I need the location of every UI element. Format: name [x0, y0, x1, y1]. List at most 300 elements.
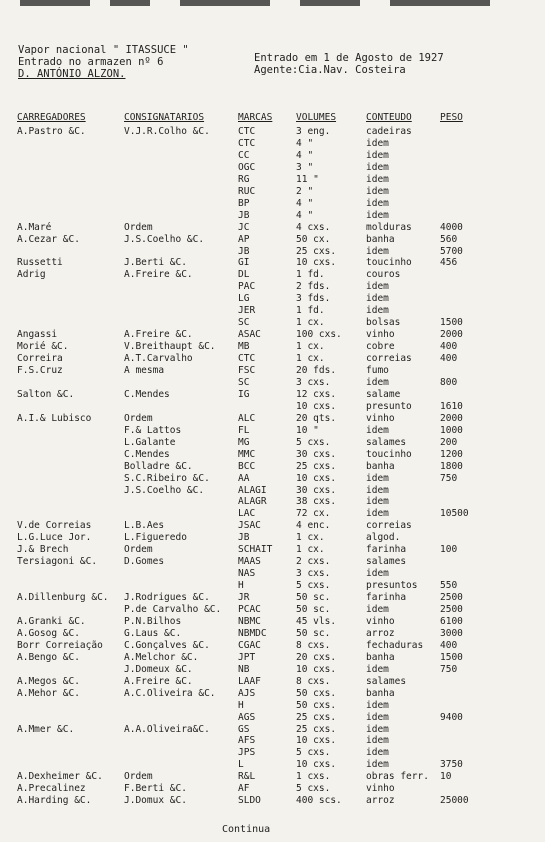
cell-content: correias: [366, 520, 412, 532]
cell-content: vinho: [366, 615, 395, 627]
scan-streak: [390, 0, 490, 6]
cell-mark: NBMC: [238, 615, 261, 627]
cell-weight: 1000: [440, 424, 463, 436]
cell-volume: 10 cxs.: [296, 735, 337, 747]
cell-shipper: A.Pastro &C.: [17, 126, 86, 137]
table-row: [0, 496, 545, 508]
cell-volume: 4 ": [296, 137, 314, 149]
cell-consignee: D.Gomes: [124, 556, 165, 568]
cell-content: obras ferr.: [366, 771, 429, 783]
cell-shipper: A.Megos &C.: [17, 675, 80, 687]
table-row: [0, 520, 545, 532]
table-row: [0, 461, 545, 473]
cell-mark: SLDO: [238, 795, 261, 807]
table-row: [0, 747, 545, 759]
cell-consignee: G.Laus &C.: [124, 627, 182, 639]
cell-consignee: A.Freire &C.: [124, 269, 193, 281]
cell-weight: 2000: [440, 412, 463, 424]
cell-mark: SC: [238, 317, 250, 329]
cell-volume: 1 cxs.: [296, 771, 331, 783]
cell-consignee: J.Berti &C.: [124, 257, 187, 269]
cell-shipper: A.Precalinez: [17, 783, 86, 795]
cell-shipper: F.S.Cruz: [17, 365, 63, 376]
cell-content: vinho: [366, 329, 395, 341]
cell-consignee: J.Domux &C.: [124, 795, 187, 807]
cell-weight: 750: [440, 472, 458, 484]
cell-mark: CTC: [238, 353, 256, 365]
cell-volume: 20 fds.: [296, 365, 337, 376]
col-head-weight: PESO: [440, 112, 463, 123]
cell-consignee: P.de Carvalho &C.: [124, 604, 222, 615]
cell-shipper: A.Bengo &C.: [17, 651, 80, 663]
cell-consignee: Ordem: [124, 771, 153, 783]
cell-shipper: A.Dillenburg &C.: [17, 592, 109, 604]
cell-content: idem: [366, 472, 389, 484]
cell-weight: 750: [440, 663, 458, 675]
cell-consignee: C.Gonçalves &C.: [124, 639, 210, 651]
cell-volume: 1 cx.: [296, 317, 325, 329]
cell-volume: 3 eng.: [296, 126, 331, 137]
cell-shipper: Tersiagoni &C.: [17, 556, 98, 568]
cell-content: algod.: [366, 532, 401, 544]
cell-mark: RUC: [238, 185, 256, 197]
cell-volume: 50 sc.: [296, 627, 331, 639]
table-row: [0, 544, 545, 556]
cell-weight: 1500: [440, 651, 463, 663]
cell-volume: 25 cxs.: [296, 723, 337, 735]
cell-volume: 8 cxs.: [296, 675, 331, 687]
cell-volume: 50 sc.: [296, 592, 331, 604]
cell-weight: 3000: [440, 627, 463, 639]
cell-volume: 30 cxs.: [296, 484, 337, 496]
cell-weight: 2000: [440, 329, 463, 341]
cell-content: vinho: [366, 412, 395, 424]
table-row: [0, 305, 545, 317]
cell-mark: CGAC: [238, 639, 261, 651]
table-row: [0, 353, 545, 365]
cell-content: idem: [366, 568, 389, 580]
cell-volume: 50 sc.: [296, 604, 331, 615]
cell-volume: 5 cxs.: [296, 436, 331, 448]
cell-consignee: A mesma: [124, 365, 165, 376]
cell-volume: 1 cx.: [296, 341, 325, 353]
cell-content: arroz: [366, 627, 395, 639]
table-row: [0, 795, 545, 807]
cell-consignee: J.S.Coelho &C.: [124, 233, 205, 245]
table-row: [0, 186, 545, 198]
cell-mark: NBMDC: [238, 627, 267, 639]
cell-mark: IG: [238, 388, 250, 400]
cell-mark: CTC: [238, 126, 256, 137]
cell-consignee: Ordem: [124, 412, 153, 424]
table-row: [0, 604, 545, 616]
cell-shipper: Salton &C.: [17, 388, 75, 400]
cell-weight: 560: [440, 233, 458, 245]
table-row: [0, 281, 545, 293]
warehouse-line: Entrado no armazen nº 6: [18, 56, 164, 68]
cell-mark: PCAC: [238, 604, 261, 615]
cell-volume: 10 cxs.: [296, 663, 337, 675]
cell-volume: 2 cxs.: [296, 556, 331, 568]
table-row: [0, 234, 545, 246]
scan-streak: [300, 0, 360, 6]
cell-volume: 11 ": [296, 173, 319, 185]
cell-weight: 6100: [440, 615, 463, 627]
cell-mark: AJS: [238, 687, 256, 699]
table-row: [0, 317, 545, 329]
cell-volume: 4 enc.: [296, 520, 331, 532]
cell-consignee: V.J.R.Colho &C.: [124, 126, 210, 137]
cell-mark: LAAF: [238, 675, 261, 687]
cell-mark: MB: [238, 341, 250, 353]
cell-mark: ALC: [238, 412, 256, 424]
table-row: [0, 401, 545, 413]
cell-mark: MAAS: [238, 556, 261, 568]
cell-content: idem: [366, 759, 389, 771]
cell-mark: AP: [238, 233, 250, 245]
cell-consignee: A.T.Carvalho: [124, 353, 193, 365]
cell-content: idem: [366, 663, 389, 675]
cell-content: arroz: [366, 795, 395, 807]
cell-content: idem: [366, 496, 389, 508]
table-row: [0, 640, 545, 652]
table-row: [0, 138, 545, 150]
cell-shipper: A.Mmer &C.: [17, 723, 75, 735]
cell-mark: GI: [238, 257, 250, 269]
table-row: [0, 246, 545, 258]
cell-consignee: S.C.Ribeiro &C.: [124, 472, 210, 484]
table-row: [0, 485, 545, 497]
table-row: [0, 712, 545, 724]
cell-content: idem: [366, 711, 389, 723]
header-left: [18, 44, 238, 80]
cell-weight: 10500: [440, 508, 469, 520]
cell-mark: GS: [238, 723, 250, 735]
cell-consignee: Bolladre &C.: [124, 460, 193, 472]
table-row: [0, 198, 545, 210]
cell-content: idem: [366, 376, 389, 388]
cell-content: fumo: [366, 365, 389, 376]
cell-consignee: P.N.Bilhos: [124, 615, 182, 627]
cell-volume: 3 cxs.: [296, 568, 331, 580]
cell-mark: RG: [238, 173, 250, 185]
table-row: [0, 664, 545, 676]
cell-weight: 1200: [440, 448, 463, 460]
cell-content: salames: [366, 675, 407, 687]
cell-shipper: Morié &C.: [17, 341, 69, 353]
cell-content: presunto: [366, 400, 412, 412]
cell-volume: 10 cxs.: [296, 257, 337, 269]
cell-shipper: J.& Brech: [17, 544, 69, 556]
cell-weight: 10: [440, 771, 452, 783]
cell-content: idem: [366, 484, 389, 496]
cell-volume: 1 fd.: [296, 305, 325, 317]
cell-weight: 2500: [440, 604, 463, 615]
ship-line: Vapor nacional " ITASSUCE ": [18, 44, 189, 56]
cell-content: cobre: [366, 341, 395, 353]
cell-volume: 4 ": [296, 209, 314, 221]
cell-mark: R&L: [238, 771, 256, 783]
cell-mark: JPS: [238, 747, 256, 759]
cell-weight: 1800: [440, 460, 463, 472]
cell-mark: SC: [238, 376, 250, 388]
cell-volume: 100 cxs.: [296, 329, 342, 341]
cell-volume: 4 ": [296, 149, 314, 161]
cell-volume: 12 cxs.: [296, 388, 337, 400]
table-row: [0, 174, 545, 186]
cell-content: salame: [366, 388, 401, 400]
cell-mark: H: [238, 580, 244, 592]
cell-volume: 400 scs.: [296, 795, 342, 807]
cell-mark: DL: [238, 269, 250, 281]
cell-weight: 100: [440, 544, 458, 556]
table-row: [0, 652, 545, 664]
cell-content: idem: [366, 293, 389, 305]
table-row: [0, 508, 545, 520]
cell-mark: ASAC: [238, 329, 261, 341]
cell-shipper: A.Harding &C.: [17, 795, 92, 807]
cell-consignee: Ordem: [124, 221, 153, 233]
table-row: [0, 759, 545, 771]
cell-weight: 400: [440, 639, 458, 651]
cell-mark: CC: [238, 149, 250, 161]
scan-streak: [110, 0, 150, 6]
table-row: [0, 556, 545, 568]
cell-volume: 38 cxs.: [296, 496, 337, 508]
col-head-marks: MARCAS: [238, 112, 273, 123]
cell-weight: 800: [440, 376, 458, 388]
captain-line: D. ANTÓNIO ALZON.: [18, 68, 126, 80]
cell-mark: JB: [238, 245, 250, 257]
cell-mark: SCHAIT: [238, 544, 273, 556]
cell-mark: LAC: [238, 508, 256, 520]
cell-volume: 20 cxs.: [296, 651, 337, 663]
table-row: [0, 210, 545, 222]
cell-volume: 8 cxs.: [296, 639, 331, 651]
cell-volume: 72 cx.: [296, 508, 331, 520]
cell-mark: L: [238, 759, 244, 771]
cell-weight: 400: [440, 341, 458, 353]
cell-volume: 3 fds.: [296, 293, 331, 305]
cell-mark: H: [238, 699, 244, 711]
col-head-consignees: CONSIGNATARIOS: [124, 112, 205, 123]
cell-mark: BCC: [238, 460, 256, 472]
cell-content: banha: [366, 460, 395, 472]
cell-mark: AFS: [238, 735, 256, 747]
cell-weight: 4000: [440, 221, 463, 233]
cell-shipper: A.I.& Lubisco: [17, 412, 92, 424]
cell-content: idem: [366, 508, 389, 520]
cell-shipper: L.G.Luce Jor.: [17, 532, 92, 544]
cell-weight: 456: [440, 257, 458, 269]
cell-mark: JC: [238, 221, 250, 233]
cell-weight: 200: [440, 436, 458, 448]
cell-consignee: J.S.Coelho &C.: [124, 484, 205, 496]
cell-content: presuntos: [366, 580, 418, 592]
cell-content: bolsas: [366, 317, 401, 329]
cell-mark: JR: [238, 592, 250, 604]
col-head-shippers: CARREGADORES: [17, 112, 86, 123]
cell-consignee: A.Melchor &C.: [124, 651, 199, 663]
cell-content: idem: [366, 735, 389, 747]
cell-volume: 5 cxs.: [296, 580, 331, 592]
cell-volume: 4 cxs.: [296, 221, 331, 233]
cell-consignee: L.Figueredo: [124, 532, 187, 544]
cell-volume: 10 cxs.: [296, 400, 337, 412]
cell-consignee: F.& Lattos: [124, 424, 182, 436]
cell-mark: ALAGI: [238, 484, 267, 496]
cell-weight: 1610: [440, 400, 463, 412]
cell-content: fechaduras: [366, 639, 424, 651]
cell-content: idem: [366, 245, 389, 257]
table-row: [0, 532, 545, 544]
cell-volume: 5 cxs.: [296, 747, 331, 759]
cell-mark: LG: [238, 293, 250, 305]
table-row: [0, 329, 545, 341]
cell-volume: 10 cxs.: [296, 759, 337, 771]
cell-content: idem: [366, 281, 389, 293]
cell-volume: 1 fd.: [296, 269, 325, 281]
cell-consignee: A.Freire &C.: [124, 329, 193, 341]
cell-content: salames: [366, 556, 407, 568]
cell-content: idem: [366, 604, 389, 615]
cell-content: farinha: [366, 544, 407, 556]
table-row: [0, 365, 545, 377]
cell-shipper: A.Maré: [17, 221, 52, 233]
cell-volume: 3 cxs.: [296, 376, 331, 388]
cell-mark: AA: [238, 472, 250, 484]
continua-footer: Continua: [222, 824, 271, 835]
cell-mark: JB: [238, 532, 250, 544]
table-row: [0, 150, 545, 162]
cell-volume: 1 cx.: [296, 353, 325, 365]
cell-content: idem: [366, 747, 389, 759]
cell-mark: JB: [238, 209, 250, 221]
col-head-contents: CONTEUDO: [366, 112, 412, 123]
cell-content: farinha: [366, 592, 407, 604]
scan-streak: [180, 0, 270, 6]
cell-weight: 2500: [440, 592, 463, 604]
table-row: [0, 724, 545, 736]
table-row: [0, 377, 545, 389]
cell-weight: 9400: [440, 711, 463, 723]
cell-content: salames: [366, 436, 407, 448]
cell-content: idem: [366, 197, 389, 209]
cell-content: idem: [366, 305, 389, 317]
cell-volume: 50 cxs.: [296, 687, 337, 699]
cell-consignee: V.Breithaupt &C.: [124, 341, 216, 353]
cell-content: banha: [366, 233, 395, 245]
header-right: [254, 52, 444, 76]
cell-volume: 10 cxs.: [296, 472, 337, 484]
cell-mark: JSAC: [238, 520, 261, 532]
cell-consignee: J.Rodrigues &C.: [124, 592, 210, 604]
agent-line: Agente:Cia.Nav. Costeira: [254, 64, 406, 76]
cell-shipper: Angassi: [17, 329, 58, 341]
cell-volume: 4 ": [296, 197, 314, 209]
cell-consignee: L.B.Aes: [124, 520, 165, 532]
cell-weight: 5700: [440, 245, 463, 257]
cell-shipper: V.de Correias: [17, 520, 92, 532]
cell-consignee: C.Mendes: [124, 388, 170, 400]
scan-streak: [20, 0, 90, 6]
cell-volume: 1 cx.: [296, 544, 325, 556]
cell-content: vinho: [366, 783, 395, 795]
cell-mark: NAS: [238, 568, 256, 580]
table-row: [0, 592, 545, 604]
cell-volume: 10 ": [296, 424, 319, 436]
cell-volume: 25 cxs.: [296, 711, 337, 723]
cell-volume: 2 ": [296, 185, 314, 197]
cell-shipper: A.Gosog &C.: [17, 627, 80, 639]
cell-shipper: Borr Correiação: [17, 639, 103, 651]
table-row: [0, 580, 545, 592]
cell-volume: 3 ": [296, 161, 314, 173]
cell-content: banha: [366, 687, 395, 699]
table-row: [0, 449, 545, 461]
cell-weight: 25000: [440, 795, 469, 807]
table-row: [0, 425, 545, 437]
cell-mark: BP: [238, 197, 250, 209]
cell-content: toucinho: [366, 257, 412, 269]
cell-content: idem: [366, 161, 389, 173]
table-row: [0, 783, 545, 795]
cell-content: molduras: [366, 221, 412, 233]
cell-weight: 550: [440, 580, 458, 592]
cell-consignee: A.Freire &C.: [124, 675, 193, 687]
cell-shipper: A.Granki &C.: [17, 615, 86, 627]
cell-weight: 3750: [440, 759, 463, 771]
cell-consignee: Ordem: [124, 544, 153, 556]
cell-consignee: A.A.Oliveira&C.: [124, 723, 210, 735]
cell-content: idem: [366, 699, 389, 711]
cell-mark: CTC: [238, 137, 256, 149]
cell-weight: 1500: [440, 317, 463, 329]
cell-consignee: F.Berti &C.: [124, 783, 187, 795]
cell-shipper: A.Dexheimer &C.: [17, 771, 103, 783]
cell-mark: AF: [238, 783, 250, 795]
cell-volume: 20 qts.: [296, 412, 337, 424]
cell-volume: 5 cxs.: [296, 783, 331, 795]
cell-volume: 50 cx.: [296, 233, 331, 245]
cell-shipper: Correira: [17, 353, 63, 365]
cell-volume: 30 cxs.: [296, 448, 337, 460]
cell-content: idem: [366, 137, 389, 149]
cell-shipper: A.Mehor &C.: [17, 687, 80, 699]
cell-content: toucinho: [366, 448, 412, 460]
table-row: [0, 676, 545, 688]
cell-content: idem: [366, 173, 389, 185]
table-row: [0, 126, 545, 138]
cell-consignee: C.Mendes: [124, 448, 170, 460]
cell-consignee: L.Galante: [124, 436, 176, 448]
table-row: [0, 389, 545, 401]
table-row: [0, 473, 545, 485]
cell-shipper: Russetti: [17, 257, 63, 269]
cell-volume: 25 cxs.: [296, 245, 337, 257]
cell-mark: OGC: [238, 161, 256, 173]
table-row: [0, 222, 545, 234]
cell-shipper: Adrig: [17, 269, 46, 281]
cell-mark: FSC: [238, 365, 256, 376]
cell-volume: 1 cx.: [296, 532, 325, 544]
cell-weight: 400: [440, 353, 458, 365]
table-row: [0, 735, 545, 747]
table-row: [0, 437, 545, 449]
cell-volume: 45 vls.: [296, 615, 337, 627]
cell-volume: 25 cxs.: [296, 460, 337, 472]
table-row: [0, 616, 545, 628]
